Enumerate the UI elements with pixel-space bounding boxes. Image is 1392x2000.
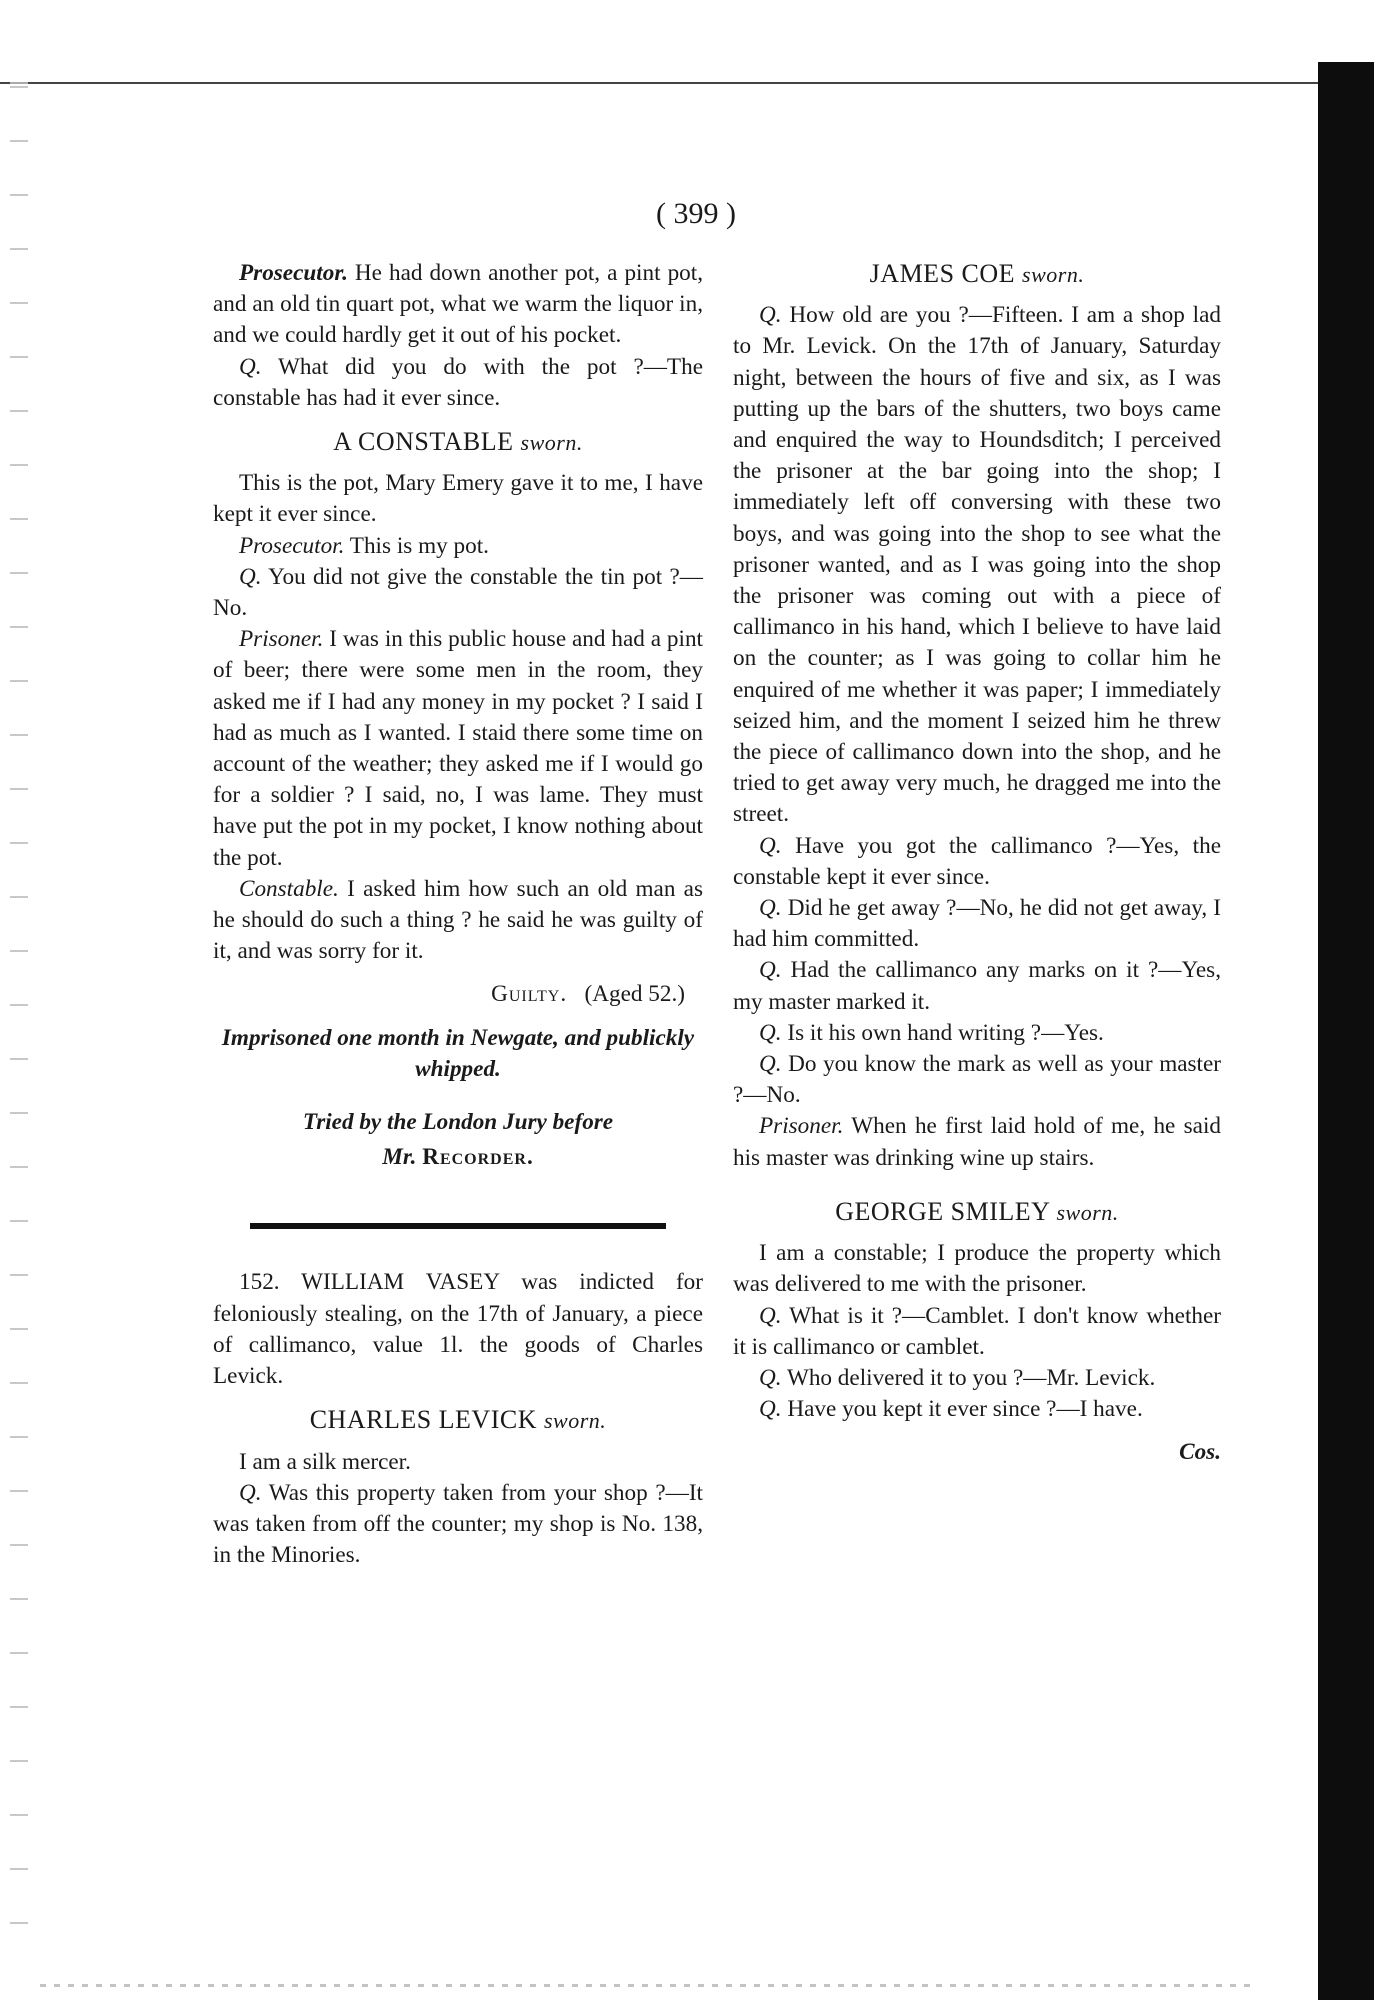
paragraph: [733, 1018, 1221, 1049]
paragraph: [213, 352, 703, 414]
paragraph-text: How old are you ?—Fifteen. I am a shop lad to Mr. Levick. On the 17th of January, Saturday night, between the hours of five and six, as I was putting up the bars of the shutters, two boys came and enquired the way to Houndsditch; I perceived the prisoner at the bar going into the shop; I immediately left off conversing with these two boys, and was going into the shop to see what the prisoner wanted, and as I was going into the shop the prisoner was coming out with a piece of callimanco in his hand, which I believe to have laid on the counter; as I was going to collar him he enquired of me whether it was paper; I immediately seized him, and the moment I seized him he threw the piece of callimanco down into the shop, and he tried to get away very much, he dragged me into the street.: [733, 302, 1222, 828]
speaker-label: Prosecutor.: [239, 260, 348, 286]
sentence: Imprisoned one month in Newgate, and publickly whipped.: [221, 1024, 695, 1082]
paragraph-text: Had the callimanco any marks on it ?—Yes, my master marked it.: [733, 957, 1221, 1015]
paragraph-text: Is it his own hand writing ?—Yes.: [787, 1019, 1104, 1046]
paragraph-text: Did he get away ?—No, he did not get away, I had him committed.: [733, 895, 1221, 953]
paragraph-text: This is my pot.: [349, 532, 489, 559]
catchword: Cos.: [1179, 1439, 1221, 1466]
paragraph-text: I was in this public house and had a pint of beer; there were some men in the room, they asked me if I had any money in my pocket ? I said I had as much as I wanted. I staid there some time on account of the weather; they asked me if I would go for a soldier ? I said, no, I was lame. They must have put the pot in my pocket, I know nothing about the pot.: [213, 626, 703, 871]
paragraph: [213, 624, 703, 874]
witness-heading: [213, 1404, 703, 1436]
paragraph: [733, 1238, 1221, 1300]
paragraph-text: Who delivered it to you ?—Mr. Levick.: [786, 1364, 1156, 1391]
speaker-label: Prisoner.: [759, 1113, 844, 1140]
witness-name: GEORGE SMILEY: [835, 1196, 1050, 1226]
paragraph: [213, 531, 703, 562]
question-mark-label: Q.: [759, 302, 782, 329]
witness-name: A CONSTABLE: [333, 427, 514, 457]
speaker-label: Prosecutor.: [239, 532, 345, 559]
paragraph-text: Have you got the callimanco ?—Yes, the constable kept it ever since.: [733, 832, 1221, 890]
paragraph-text: When he first laid hold of me, he said his master was drinking wine up stairs.: [733, 1113, 1221, 1171]
speaker-label: Constable.: [239, 875, 339, 902]
sworn-label: sworn.: [1022, 262, 1085, 287]
paragraph-text: He had down another pot, a pint pot, and an old tin quart pot, what we warm the liquor in, and we could hardly get it out of his pocket.: [213, 260, 703, 349]
bottom-noise: [40, 1984, 1250, 1987]
sworn-label: sworn.: [520, 430, 583, 456]
question-mark-label: Q.: [759, 1051, 782, 1078]
paragraph-text: I asked him how such an old man as he should do such a thing ? he said he was guilty of it, and was sorry for it.: [213, 875, 703, 965]
paragraph-text: You did not give the constable the tin pot ?—No.: [213, 563, 703, 622]
question-mark-label: Q.: [759, 1302, 782, 1329]
question-mark-label: Q.: [239, 1479, 262, 1506]
tried-before: Tried by the London Jury before: [302, 1109, 614, 1136]
witness-name: JAMES COE: [869, 259, 1016, 288]
paragraph: [733, 955, 1221, 1017]
paragraph-text: Was this property taken from your shop ?—It was taken from off the counter; my shop is No. 138, in the Minories.: [213, 1479, 703, 1569]
scan-edge-bar: [1318, 62, 1374, 2000]
question-mark-label: Q.: [759, 832, 782, 859]
left-column: [213, 258, 703, 1571]
recorder: Recorder.: [422, 1144, 534, 1171]
top-rule: [0, 82, 1318, 84]
aged: (Aged 52.): [584, 981, 685, 1008]
question-mark-label: Q.: [759, 1019, 782, 1046]
question-mark-label: Q.: [759, 957, 782, 984]
right-column: [733, 258, 1221, 1469]
question-mark-label: Q.: [239, 353, 262, 380]
paragraph: [213, 874, 703, 968]
paragraph: [213, 562, 703, 624]
paragraph-text: What did you do with the pot ?—The constable has had it ever since.: [213, 353, 703, 411]
recorder-prefix: Mr.: [382, 1144, 417, 1171]
page-number: ( 399 ): [656, 197, 736, 230]
paragraph: [213, 1478, 703, 1572]
paragraph: [733, 1049, 1221, 1111]
paragraph: [213, 258, 703, 352]
paragraph: [213, 468, 703, 530]
paragraph-text: Do you know the mark as well as your master ?—No.: [733, 1051, 1222, 1109]
question-mark-label: Q.: [239, 563, 262, 590]
paragraph-text: This is the pot, Mary Emery gave it to me, I have kept it ever since.: [213, 470, 703, 528]
section-divider: [250, 1223, 666, 1229]
case-number: 152.: [239, 1269, 280, 1296]
question-mark-label: Q.: [759, 895, 782, 922]
question-mark-label: Q.: [759, 1364, 782, 1391]
case-indictment: [213, 1267, 703, 1392]
verdict-line: [213, 979, 703, 1010]
paragraph: [733, 1394, 1221, 1425]
sworn-label: sworn.: [1056, 1199, 1119, 1225]
paragraph: [213, 1447, 703, 1478]
speaker-label: Prisoner.: [239, 626, 324, 653]
paragraph: [733, 1111, 1221, 1173]
witness-heading: [733, 1196, 1221, 1228]
paragraph-text: WILLIAM VASEY was indicted for feloniously stealing, on the 17th of January, a piece of callimanco, value 1l. the goods of Charles Levick.: [213, 1269, 703, 1390]
paragraph: [733, 831, 1221, 893]
paragraph-text: What is it ?—Camblet. I don't know whether it is callimanco or camblet.: [733, 1302, 1221, 1360]
paragraph-text: Have you kept it ever since ?—I have.: [787, 1396, 1143, 1423]
paragraph: [733, 300, 1221, 830]
paragraph-text: I am a constable; I produce the property which was delivered to me with the prisoner.: [733, 1240, 1221, 1298]
margin-noise: [10, 60, 28, 1940]
question-mark-label: Q.: [759, 1396, 782, 1423]
witness-heading: [213, 426, 703, 458]
recorder-line: [213, 1142, 703, 1173]
paragraph: [733, 1301, 1221, 1363]
witness-name: CHARLES LEVICK: [309, 1405, 537, 1435]
witness-heading: [733, 258, 1221, 290]
paragraph: [733, 1363, 1221, 1394]
paragraph-text: I am a silk mercer.: [239, 1448, 411, 1475]
verdict: Guilty.: [491, 981, 568, 1008]
paragraph: [733, 893, 1221, 955]
sworn-label: sworn.: [543, 1408, 607, 1434]
